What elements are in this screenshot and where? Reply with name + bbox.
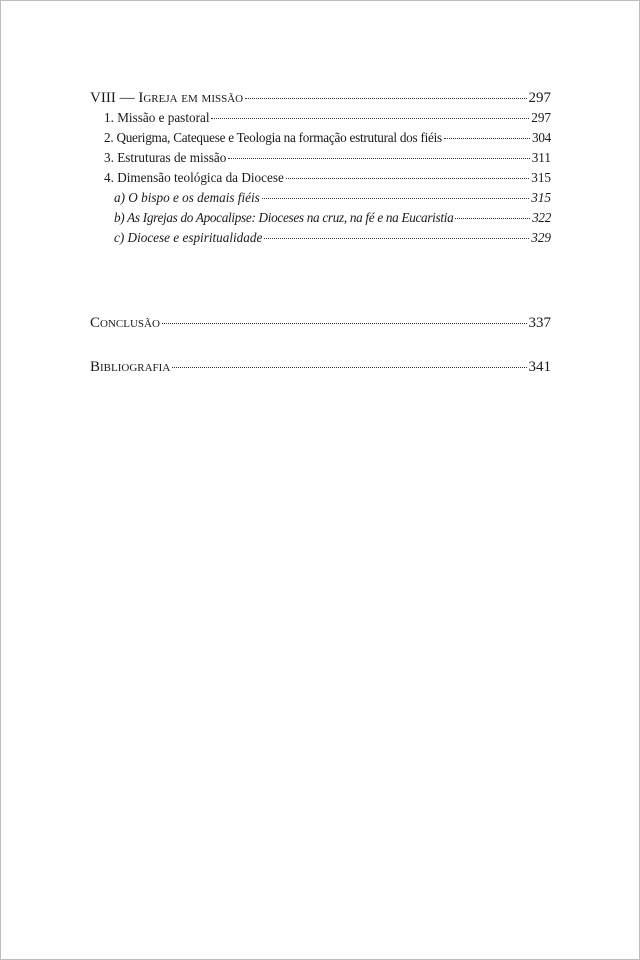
toc-subsection-c <box>90 228 551 248</box>
conclusion-label: Conclusão <box>90 315 160 331</box>
toc-bibliography-block <box>90 358 551 377</box>
subsection-label: b) As Igrejas do Apocalipse: Dioceses na cruz, na fé e na Eucaristia <box>114 210 454 225</box>
toc-section-4 <box>90 168 551 188</box>
dot-leader <box>286 178 529 179</box>
toc-conclusion-block <box>90 314 551 333</box>
section-label: 1. Missão e pastoral <box>104 110 210 125</box>
dot-leader <box>162 323 527 324</box>
table-of-contents <box>90 89 551 248</box>
toc-conclusion <box>90 314 551 333</box>
section-label: 3. Estruturas de missão <box>104 150 227 165</box>
section-page: 304 <box>531 130 551 145</box>
subsection-label: c) Diocese e espiritualidade <box>114 230 263 245</box>
subsection-page: 329 <box>531 230 551 245</box>
section-label: 2. Querigma, Catequese e Teologia na formação estrutural dos fiéis <box>104 130 442 145</box>
dot-leader <box>211 118 529 119</box>
bibliography-page: 341 <box>528 359 551 375</box>
dot-leader <box>444 138 530 139</box>
toc-section-1 <box>90 108 551 128</box>
dot-leader <box>264 238 529 239</box>
dot-leader <box>262 198 529 199</box>
chapter-numeral: VIII — <box>90 90 135 106</box>
section-page: 311 <box>531 150 551 165</box>
chapter-title: Igreja em missão <box>138 90 244 106</box>
subsection-page: 315 <box>531 190 551 205</box>
toc-bibliography <box>90 358 551 377</box>
dot-leader <box>455 218 530 219</box>
conclusion-page: 337 <box>528 315 551 331</box>
dot-leader <box>245 98 526 99</box>
chapter-page: 297 <box>528 90 551 106</box>
section-label: 4. Dimensão teológica da Diocese <box>104 170 284 185</box>
subsection-label: a) O bispo e os demais fiéis <box>114 190 260 205</box>
section-page: 297 <box>531 110 551 125</box>
dot-leader <box>228 158 529 159</box>
toc-chapter-viii <box>90 89 551 108</box>
section-page: 315 <box>531 170 551 185</box>
toc-subsection-a <box>90 188 551 208</box>
toc-subsection-b <box>90 208 551 228</box>
toc-section-3 <box>90 148 551 168</box>
dot-leader <box>172 367 526 368</box>
bibliography-label: Bibliografia <box>90 359 171 375</box>
subsection-page: 322 <box>532 210 551 225</box>
toc-section-2 <box>90 128 551 148</box>
